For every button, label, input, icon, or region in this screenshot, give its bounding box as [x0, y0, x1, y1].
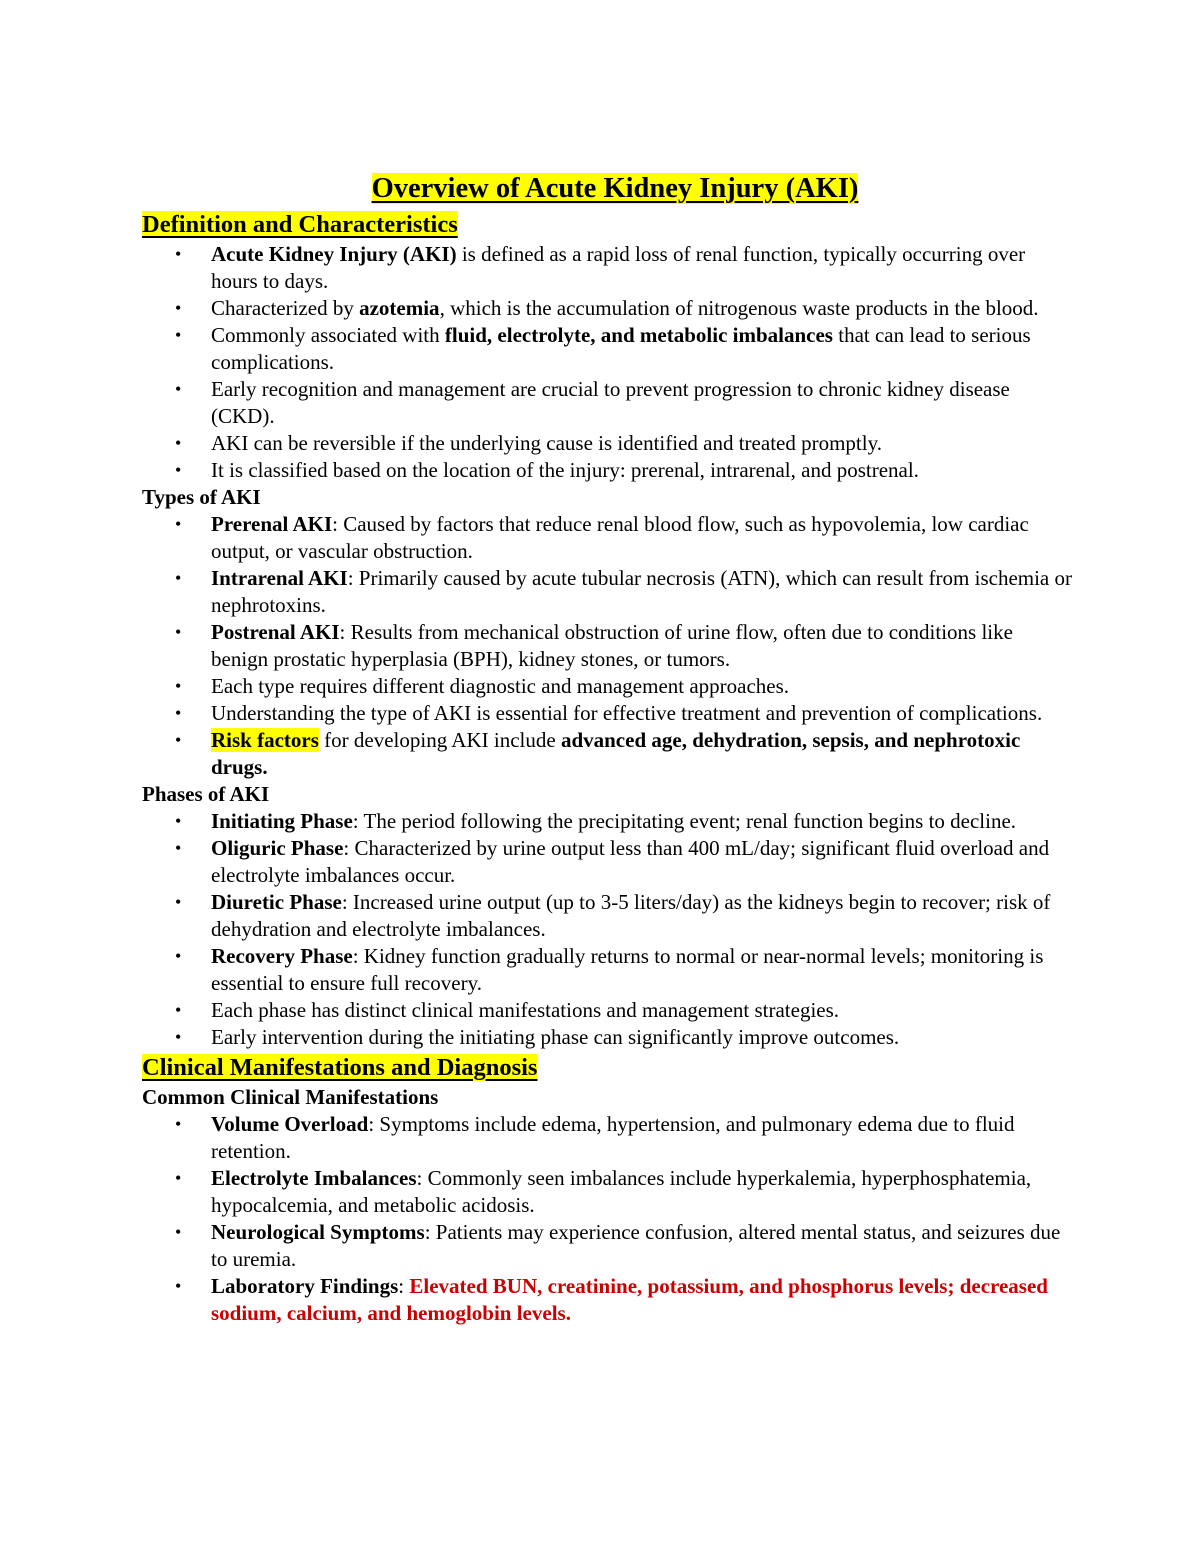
lab-findings-values: Elevated BUN, creatinine, potassium, and phosphorus levels; decreased sodium, calcium, and hemoglobin levels. — [211, 1274, 1048, 1325]
list-item: • Postrenal AKI: Results from mechanical obstruction of urine flow, often due to conditions like benign prostatic hyperplasia (BPH), kidney stones, or tumors. — [175, 620, 1013, 671]
section-heading-clinical: Clinical Manifestations and Diagnosis — [142, 1054, 538, 1081]
list-item: • Recovery Phase: Kidney function gradually returns to normal or near-normal levels; monitoring is essential to ensure full recovery. — [175, 944, 1044, 995]
bullet-icon: • — [175, 892, 182, 912]
bullet-icon: • — [175, 433, 182, 453]
section-heading-definition: Definition and Characteristics — [142, 211, 458, 238]
bullet-icon: • — [175, 622, 182, 642]
list-item: • Neurological Symptoms: Patients may experience confusion, altered mental status, and seizures due to uremia. — [175, 1220, 1061, 1271]
subheading-phases: Phases of AKI — [142, 782, 270, 806]
risk-factors-list — [142, 727, 1072, 781]
list-item: • Laboratory Findings: Elevated BUN, creatinine, potassium, and phosphorus levels; decreased sodium, calcium, and hemoglobin levels. — [175, 1274, 1048, 1325]
list-item: • Commonly associated with fluid, electrolyte, and metabolic imbalances that can lead to serious complications. — [175, 323, 1031, 374]
list-item: • Each phase has distinct clinical manifestations and management strategies. — [175, 998, 840, 1022]
bullet-icon: • — [175, 514, 182, 534]
list-item: • AKI can be reversible if the underlying cause is identified and treated promptly. — [175, 431, 882, 455]
list-item: • Understanding the type of AKI is essential for effective treatment and prevention of complications. — [175, 701, 1043, 725]
bullet-icon: • — [175, 1000, 182, 1020]
list-item: • Early intervention during the initiating phase can significantly improve outcomes. — [175, 1025, 900, 1049]
list-item: • Volume Overload: Symptoms include edema, hypertension, and pulmonary edema due to fluid retention. — [175, 1112, 1015, 1163]
manifestations-list — [142, 1111, 1072, 1273]
list-item: • Diuretic Phase: Increased urine output (up to 3-5 liters/day) as the kidneys begin to recover; risk of dehydration and electrolyte imbalances. — [175, 890, 1051, 941]
list-item: • Risk factors for developing AKI include advanced age, dehydration, sepsis, and nephrotoxic drugs. — [175, 728, 1021, 779]
document-title: Overview of Acute Kidney Injury (AKI) — [371, 173, 859, 204]
subheading-types: Types of AKI — [142, 485, 261, 509]
list-item: • Characterized by azotemia, which is the accumulation of nitrogenous waste products in the blood. — [175, 296, 1039, 320]
bullet-icon: • — [175, 730, 182, 750]
bullet-icon: • — [175, 1027, 182, 1047]
bullet-icon: • — [175, 244, 182, 264]
bullet-icon: • — [175, 379, 182, 399]
bullet-icon: • — [175, 1114, 182, 1134]
types-list — [142, 511, 1072, 727]
bullet-icon: • — [175, 703, 182, 723]
bullet-icon: • — [175, 325, 182, 345]
bullet-icon: • — [175, 568, 182, 588]
list-item: • Initiating Phase: The period following the precipitating event; renal function begins to decline. — [175, 809, 1017, 833]
list-item: • Acute Kidney Injury (AKI) is defined as a rapid loss of renal function, typically occurring over hours to days. — [175, 242, 1026, 293]
bullet-icon: • — [175, 946, 182, 966]
list-item: • Intrarenal AKI: Primarily caused by acute tubular necrosis (ATN), which can result from ischemia or nephrotoxins. — [175, 566, 1072, 617]
list-item: • Electrolyte Imbalances: Commonly seen imbalances include hyperkalemia, hyperphosphatemia, hypocalcemia, and metabolic acidosis. — [175, 1166, 1032, 1217]
list-item: • Prerenal AKI: Caused by factors that reduce renal blood flow, such as hypovolemia, low cardiac output, or vascular obstruction. — [175, 512, 1029, 563]
subheading-manifestations: Common Clinical Manifestations — [142, 1085, 439, 1109]
bullet-icon: • — [175, 460, 182, 480]
bullet-icon: • — [175, 298, 182, 318]
phases-list — [142, 808, 1072, 1051]
list-item: • Early recognition and management are crucial to prevent progression to chronic kidney disease (CKD). — [175, 377, 1010, 428]
bullet-icon: • — [175, 676, 182, 696]
bullet-icon: • — [175, 1168, 182, 1188]
lab-findings-list — [142, 1273, 1072, 1327]
list-item: • It is classified based on the location of the injury: prerenal, intrarenal, and postrenal. — [175, 458, 919, 482]
bullet-icon: • — [175, 838, 182, 858]
document-page — [142, 170, 1072, 1327]
definition-list — [142, 241, 1072, 484]
bullet-icon: • — [175, 1276, 182, 1296]
list-item: • Oliguric Phase: Characterized by urine output less than 400 mL/day; significant fluid overload and electrolyte imbalances occur. — [175, 836, 1050, 887]
risk-factors-label: Risk factors — [211, 728, 319, 752]
list-item: • Each type requires different diagnostic and management approaches. — [175, 674, 790, 698]
bullet-icon: • — [175, 811, 182, 831]
bullet-icon: • — [175, 1222, 182, 1242]
